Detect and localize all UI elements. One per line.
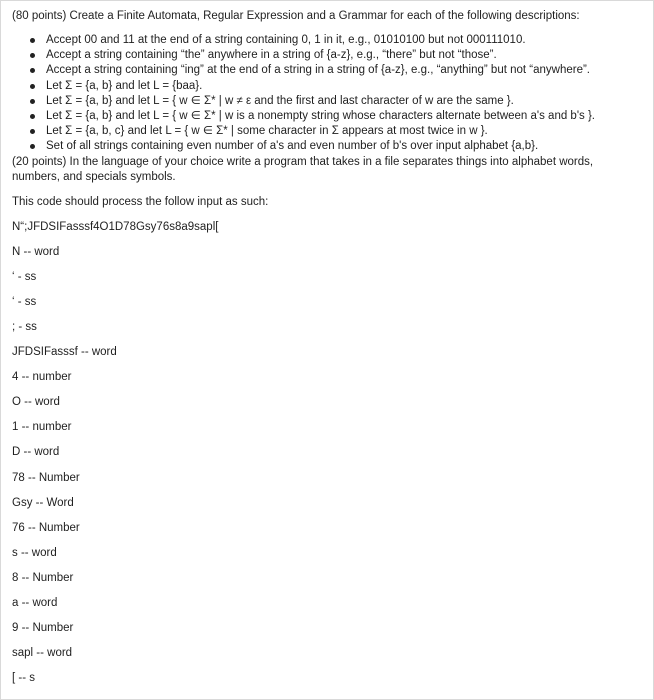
list-item: Accept 00 and 11 at the end of a string containing 0, 1 in it, e.g., 01010100 but not 000111010. bbox=[30, 33, 642, 48]
list-item: Let Σ = {a, b} and let L = { w ∈ Σ* | w ≠ ε and the first and last character of w are the same }. bbox=[30, 94, 642, 109]
requirements-list-1 bbox=[12, 33, 642, 94]
list-item: Accept a string containing “the” anywhere in a string of {a-z}, e.g., “there” but not “those”. bbox=[30, 48, 642, 63]
token-line: 9 -- Number bbox=[12, 622, 74, 635]
sample-input: N“;JFDSIFasssf4O1D78Gsy76s8a9sapl[ bbox=[12, 220, 219, 233]
question-heading: (80 points) Create a Finite Automata, Regular Expression and a Grammar for each of the following descriptions: bbox=[12, 10, 580, 22]
token-line: ‘ - ss bbox=[12, 270, 37, 283]
token-line: 4 -- number bbox=[12, 371, 72, 384]
token-line: sapl -- word bbox=[12, 647, 73, 660]
token-line: a -- word bbox=[12, 597, 58, 610]
token-line: ; - ss bbox=[12, 321, 37, 333]
list-item: Let Σ = {a, b} and let L = {baa}. bbox=[30, 79, 642, 94]
token-line: s -- word bbox=[12, 546, 57, 559]
token-line: 76 -- Number bbox=[12, 521, 80, 534]
process-intro: This code should process the follow input as such: bbox=[12, 195, 269, 208]
list-item: Let Σ = {a, b, c} and let L = { w ∈ Σ* | some character in Σ appears at most twice in w }. bbox=[30, 124, 642, 139]
document-content bbox=[12, 9, 642, 696]
token-line: 78 -- Number bbox=[12, 471, 80, 484]
list-item: Set of all strings containing even number of a's and even number of b's over input alphabet {a,b}. bbox=[30, 139, 642, 154]
token-line: Gsy -- Word bbox=[12, 496, 74, 509]
requirements-list-2 bbox=[12, 94, 642, 155]
token-output-list bbox=[12, 220, 642, 697]
token-line: 8 -- Number bbox=[12, 571, 74, 584]
token-line: N -- word bbox=[12, 245, 60, 258]
program-task-paragraph: (20 points) In the language of your choice write a program that takes in a file separates things into alphabet words, numbers, and specials symbols. bbox=[12, 155, 594, 183]
list-item: Accept a string containing “ing” at the end of a string in a string of {a-z}, e.g., “anything” but not “anywhere”. bbox=[30, 63, 642, 78]
token-line: O -- word bbox=[12, 396, 60, 409]
token-line: 1 -- number bbox=[12, 421, 72, 434]
token-line: [ -- s bbox=[12, 672, 35, 685]
token-line: JFDSIFasssf -- word bbox=[12, 346, 117, 359]
token-line: D -- word bbox=[12, 446, 60, 459]
token-line: ‘ - ss bbox=[12, 295, 37, 308]
list-item: Let Σ = {a, b} and let L = { w ∈ Σ* | w is a nonempty string whose characters alternate between a's and b's }. bbox=[30, 109, 642, 124]
